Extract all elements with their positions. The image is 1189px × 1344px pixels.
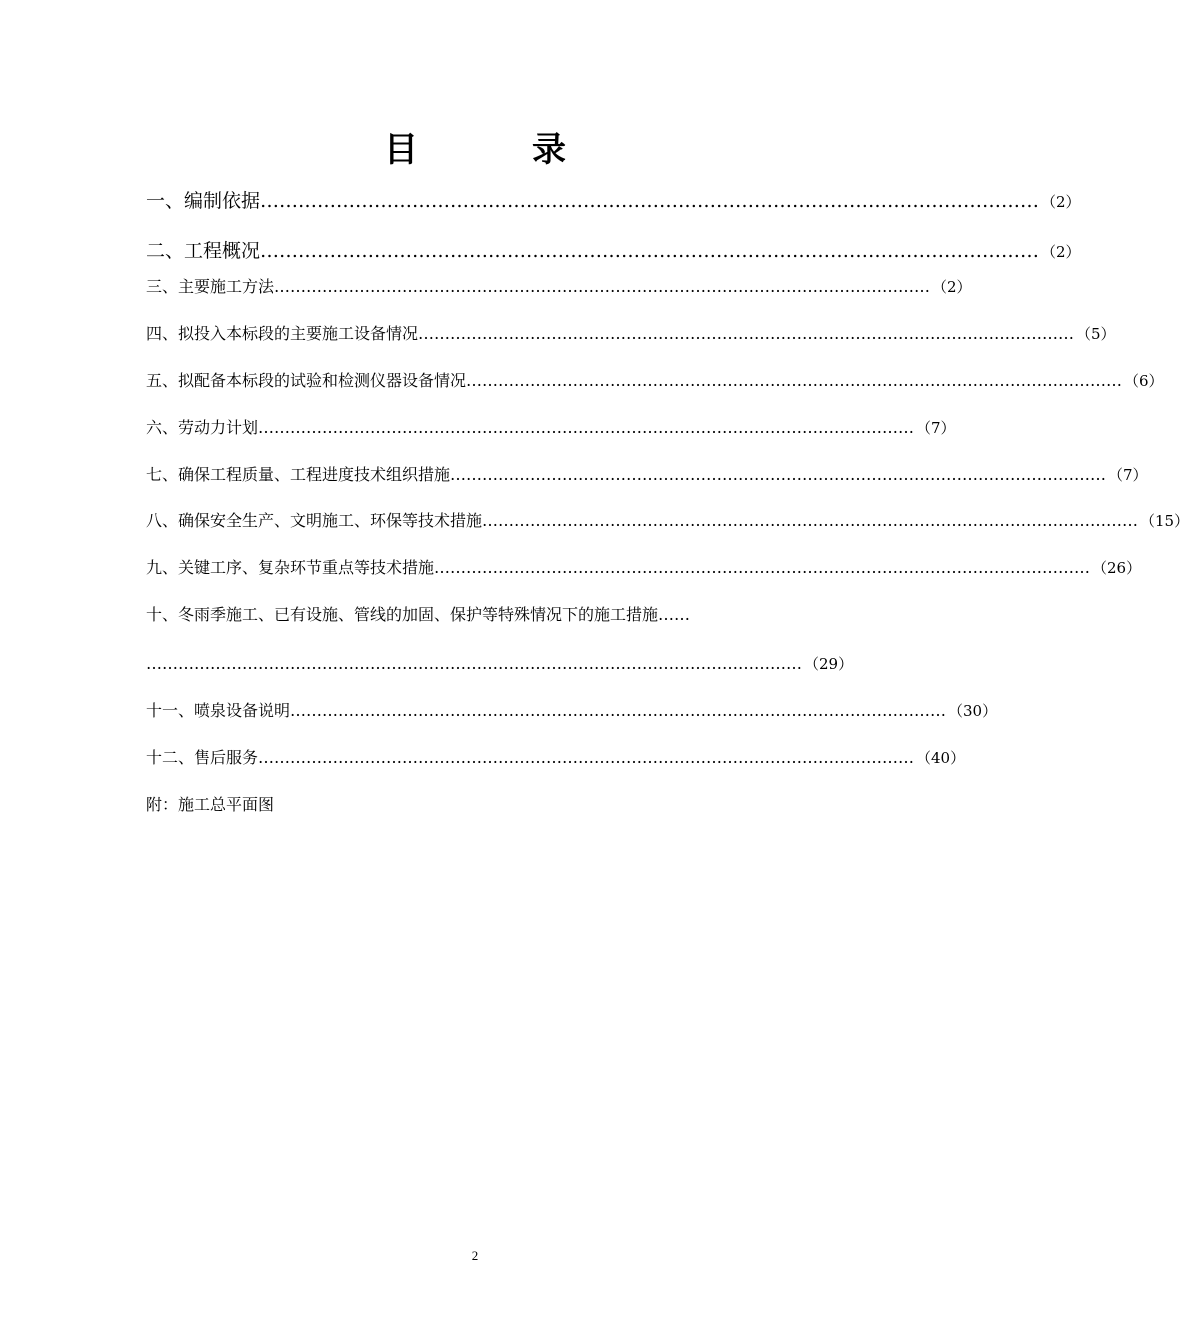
toc-entry-label: 十一、喷泉设备说明 <box>146 701 291 720</box>
toc-entry[interactable] <box>146 323 1116 345</box>
toc-entry[interactable] <box>146 417 956 439</box>
toc-leader-dots: …………………………………………………………………………………………………………… <box>418 324 1075 343</box>
page-number: 2 <box>471 1248 479 1263</box>
toc-entry-page: （7） <box>916 419 956 437</box>
toc-entry-label: 六、劳动力计划 <box>146 418 259 437</box>
toc-entry-page: （7） <box>1108 466 1148 484</box>
toc-entry-page: （2） <box>1041 193 1081 211</box>
toc-entry-page: （6） <box>1124 372 1164 390</box>
toc-entry-continuation[interactable] <box>146 653 854 675</box>
toc-leader-dots: …………………………………………………………………………………………………………… <box>260 190 1040 212</box>
toc-entry-page: （15） <box>1140 512 1189 530</box>
toc-entry-page: （40） <box>916 749 966 767</box>
toc-entry-page: （29） <box>804 655 854 673</box>
toc-leader-dots: …………………………………………………………………………………………………………… <box>466 371 1123 390</box>
toc-entry[interactable] <box>146 464 1148 486</box>
toc-leader-dots: …………………………………………………………………………………………………………… <box>482 511 1139 530</box>
toc-entry-label: 十二、售后服务 <box>146 748 259 767</box>
toc-entry-label: 七、确保工程质量、工程进度技术组织措施 <box>146 465 451 484</box>
toc-leader-dots: …………………………………………………………………………………………………………… <box>290 701 947 720</box>
toc-entry-label: 三、主要施工方法 <box>146 277 275 296</box>
toc-leader-dots: …………………………………………………………………………………………………………… <box>260 240 1040 262</box>
toc-leader-dots: …………………………………………………………………………………………………………… <box>434 558 1091 577</box>
toc-leader-dots: …………………………………………………………………………………………………………… <box>450 465 1107 484</box>
toc-entry[interactable] <box>146 700 998 722</box>
toc-leader-dots: …………………………………………………………………………………………………………… <box>274 277 931 296</box>
toc-entry-page: （2） <box>932 278 972 296</box>
toc-leader-dots: …………………………………………………………………………………………………………… <box>258 748 915 767</box>
toc-entry[interactable] <box>146 276 972 298</box>
toc-entry-page: （30） <box>948 702 998 720</box>
toc-entry-label: 十、冬雨季施工、已有设施、管线的加固、保护等特殊情况下的施工措施…… <box>146 605 691 624</box>
toc-entry[interactable] <box>146 238 1081 265</box>
toc-entry[interactable] <box>146 510 1189 532</box>
page-title: 目 录 <box>384 130 606 170</box>
toc-entry-page: （5） <box>1076 325 1116 343</box>
toc-entry[interactable] <box>146 794 750 816</box>
toc-entry-page: （26） <box>1092 559 1142 577</box>
toc-entry-label: 一、编制依据 <box>146 190 261 212</box>
toc-entry[interactable] <box>146 747 966 769</box>
toc-entry[interactable] <box>146 370 1164 392</box>
toc-entry[interactable] <box>146 557 1142 579</box>
toc-entry-page: （2） <box>1041 243 1081 261</box>
toc-leader-dots: …………………………………………………………………………………………………………… <box>258 418 915 437</box>
toc-entry-label: 九、关键工序、复杂环节重点等技术措施 <box>146 558 435 577</box>
toc-entry-label: 八、确保安全生产、文明施工、环保等技术措施 <box>146 511 483 530</box>
toc-entry[interactable] <box>146 604 806 626</box>
toc-entry-label: 五、拟配备本标段的试验和检测仪器设备情况 <box>146 371 467 390</box>
toc-entry-label: 四、拟投入本标段的主要施工设备情况 <box>146 324 419 343</box>
toc-entry-label: 二、工程概况 <box>146 240 261 262</box>
toc-entry-label: 附：施工总平面图 <box>146 795 275 814</box>
toc-entry[interactable] <box>146 188 1081 215</box>
toc-leader-dots: …………………………………………………………………………………………………………… <box>146 654 802 673</box>
